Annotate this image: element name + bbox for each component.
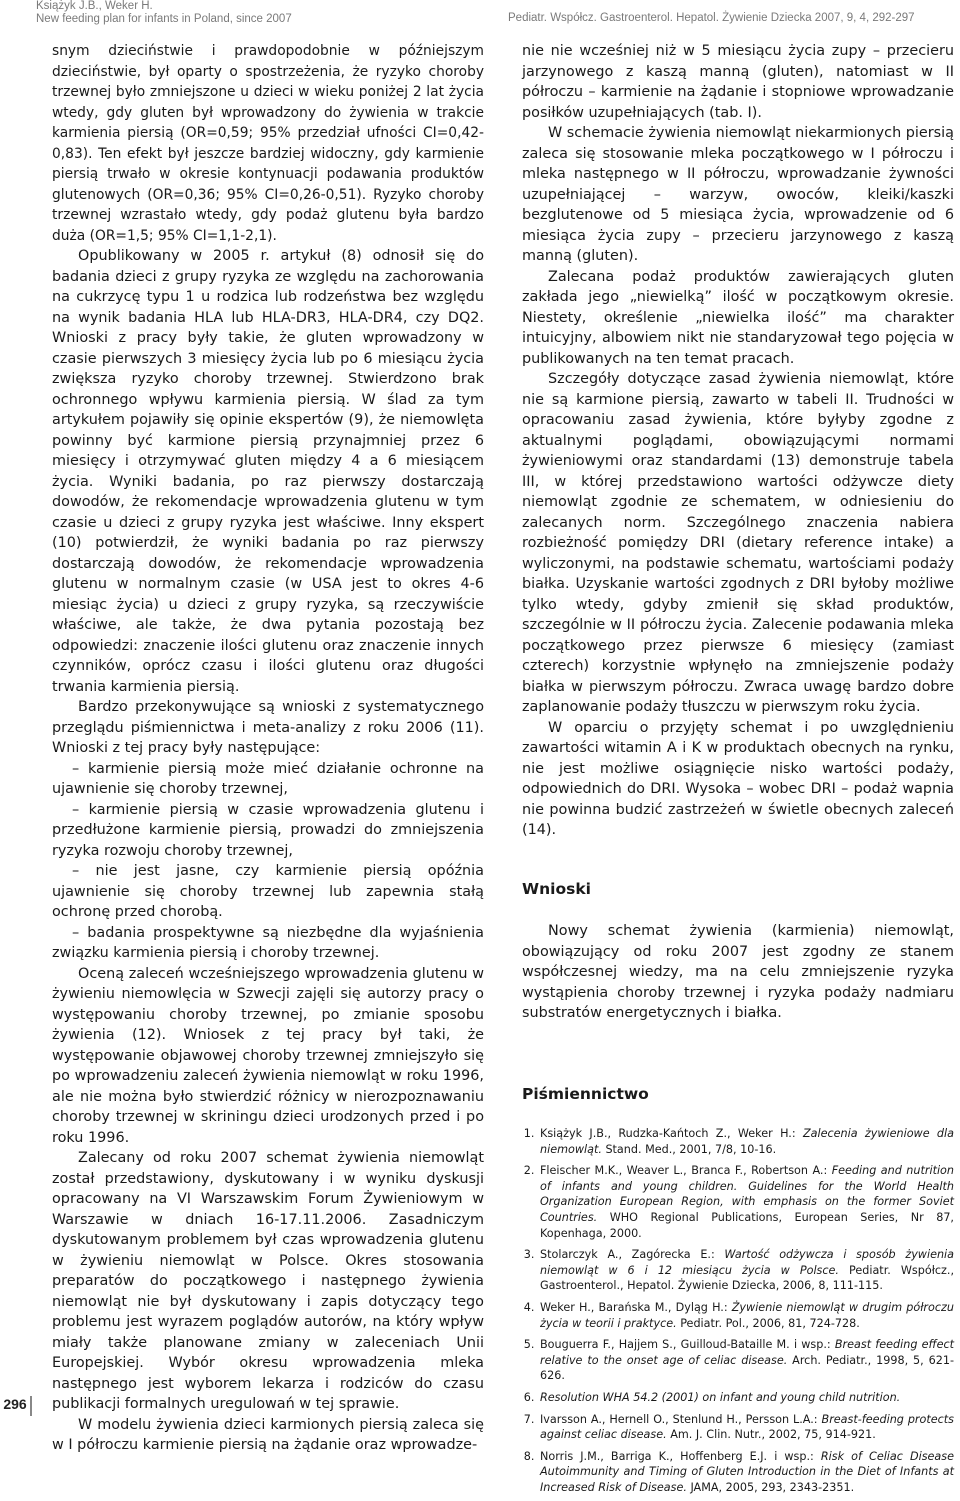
reference-title: Żywienie niemowląt w drugim półroczu życia w teorii i praktyce. (540, 1300, 954, 1330)
reference-item (538, 1390, 954, 1406)
left-paragraph: – karmienie piersią w czasie wprowadzenia glutenu i przedłużone karmienie piersią, prowadzi do zmniejszenia ryzyka rozwoju choroby trzewnej, (52, 801, 484, 859)
reference-rest: Am. J. Clin. Nutr., 2002, 75, 914-921. (666, 1428, 876, 1442)
reference-item (538, 1337, 954, 1384)
right-paragraph: W oparciu o przyjęty schemat i po uwzględnieniu zawartości witamin A i K w produktach obecnych na rynku, nie jest możliwe osiągnięcie nisko wartości podaży, odpowiednich do DRI. Wysoka – wobec DRI – podaż wapnia nie powinna budzić zastrzeżeń w świetle obecnych zaleceń (14). (522, 719, 954, 838)
reference-title: Feeding and nutrition of infants and young children. Guidelines for the World Health Organization European Region, with emphasis on the former Soviet Countries. (540, 1164, 954, 1224)
header-journal: Pediatr. Współcz. Gastroenterol. Hepatol. Żywienie Dziecka 2007, 9, 4, 292-297 (508, 12, 915, 24)
left-paragraph: – karmienie piersią może mieć działanie ochronne na ujawnienie się choroby trzewnej, (52, 760, 484, 797)
running-header (0, 0, 960, 30)
references-heading: Piśmiennictwo (522, 1084, 649, 1103)
references-list (522, 1126, 954, 1495)
reference-authors: Ivarsson A., Hernell O., Stenlund H., Persson L.A.: (540, 1412, 822, 1426)
reference-item (538, 1163, 954, 1241)
right-paragraph: W schemacie żywienia niemowląt niekarmionych piersią zaleca się stosowanie mleka początkowego w I półroczu i mleka następnego w II półroczu, wprowadzanie żywności uzupełniającej – warzyw, owoców, kleiki/kaszki bezglutenowe od 5 miesiąca życia, wprowadzenie od 6 miesiąca życia zupy – przecieru jarzynowego z kaszą manną (gluten). (522, 125, 954, 264)
right-paragraph: Szczegóły dotyczące zasad żywienia niemowląt, które nie są karmione piersią, zawarto w tabeli II. Trudności w opracowaniu zasad żywienia, które byłyby zgodne z aktualnymi poglądami, obowiązującymi normami żywieniowymi oraz standardami (13) demonstruje tabela III, w której przedstawiono wartości odżywcze diety niemowląt zgodnie ze schematem, w odniesieniu do zalecanych norm. Szczególnego znaczenia nabiera rozbieżność pomiędzy DRI (dietary reference intake) a wyliczonymi, na podstawie schematu, wartościami podaży białka. Uzyskanie wartości zgodnych z DRI byłoby możliwe tylko wtedy, gdyby zmienił się skład produktów, szczególnie w II półroczu życia. Zalecenie podawania mleka początkowego przez pierwsze 6 miesięcy (zamiast czterech) korzystnie wpłynęło na zmniejszenie podaży białka w pierwszym półroczu. Zwraca uwagę bardzo dobre zaplanowanie podaży tłuszczu w pierwszym roku życia. (522, 371, 954, 715)
right-paragraph: Zalecana podaż produktów zawierających gluten zakłada jego „niewielką” ilość w początkowym okresie. Niestety, określenie „niewielka ilość” ma charakter intuicyjny, albowiem nikt nie standaryzował tego pojęcia w publikowanych na ten temat pracach. (522, 268, 954, 367)
header-running-title: New feeding plan for infants in Poland, since 2007 (36, 12, 292, 25)
conclusions-paragraph: Nowy schemat żywienia (karmienia) niemowląt, obowiązujący od roku 2007 jest zgodny ze stanem współczesnej wiedzy, ma na celu zmniejszenie ryzyka wystąpienia choroby trzewnej i ryzyka podaży nadmiaru substratów energetycznych i białka. (522, 923, 954, 1021)
reference-rest: Arch. Pediatr., 1998, 5, 621-626. (540, 1353, 955, 1383)
left-paragraph: Oceną zaleceń wcześniejszego wprowadzenia glutenu w żywieniu niemowlęcia w Szwecji zajęli się autorzy pracy o występowaniu choroby trzewnej, po zmianie sposobu żywienia (12). Wniosek z tej pracy był taki, że występowanie objawowej choroby trzewnej zmniejszyło się po wprowadzeniu zaleceń żywienia niemowląt w roku 1996, ale nie można było stwierdzić różnicy w nierozpoznawaniu choroby trzewnej w skriningu dzieci urodzonych przed i po roku 1996. (52, 965, 484, 1146)
left-paragraph: Opublikowany w 2005 r. artykuł (8) odnosił się do badania dzieci z grupy ryzyka ze względu na zachorowania na cukrzycę typu 1 u rodzica lub rodzeństwa bez względu na wynik badania HLA lub HLA-DR3, HLA-DR4, czy DQ2. Wnioski z pracy były takie, że gluten wprowadzony w czasie pierwszych 3 miesięcy życia lub po 6 miesiącu życia zwiększa ryzyko choroby trzewnej. Stwierdzono brak ochronnego wpływu karmienia piersią. W ślad za tym artykułem pojawiły się opinie ekspertów (9), że niemowlęta powinny być karmione piersią przynajmniej przez 6 miesięcy i otrzymywać gluten między 4 a 6 miesiącem życia. Wyniki badania, po raz pierwszy dostarczają dowodów, że rekomendacje wprowadzenia glutenu w tym czasie u dzieci z grupy ryzyka jest właściwe. Inny ekspert (10) potwierdził, że wyniki badania po raz pierwszy dostarczają dowodów, że rekomendacje wprowadzenia glutenu w normalnym czasie (w USA jest to okres 4-6 miesiąc życia) u dzieci z grupy ryzyka, są rzeczywiście właściwe, ale także, że dwa pytania pozostają bez odpowiedzi: znaczenie ilości glutenu oraz znaczenie innych czynników, oprócz czasu i ilości glutenu oraz długości trwania karmienia piersią. (52, 248, 484, 695)
reference-item (538, 1247, 954, 1294)
reference-item (538, 1126, 954, 1157)
reference-authors: Fleischer M.K., Weaver L., Branca F., Robertson A.: (540, 1164, 832, 1178)
left-paragraph: snym dzieciństwie i prawdopodobnie w późniejszym dzieciństwie, był oparty o spostrzeżenia, że ryzyko choroby trzewnej było zmniejszone u dzieci w wieku poniżej 2 lat życia wtedy, gdy gluten był wprowadzony do żywienia w trakcie karmienia piersią (OR=0,59; 95% przedział ufności CI=0,42-0,83). Ten efekt był jeszcze bardziej widoczny, gdy karmienie piersią trwało w okresie kontynuacji podawania produktów glutenowych (OR=0,36; 95% CI=0,26-0,51). Ryzyko choroby trzewnej wzrastało wtedy, gdy podaż glutenu była bardzo duża (OR=1,5; 95% CI=1,1-2,1). (52, 43, 484, 244)
reference-title: Breast feeding effect relative to the onset age of celiac disease. (540, 1338, 954, 1367)
reference-authors: Norris J.M., Barriga K., Hoffenberg E.J. i wsp.: (540, 1449, 821, 1463)
reference-title: Zalecenia żywieniowe dla niemowląt. (540, 1127, 954, 1156)
page-number-rule (30, 1396, 32, 1416)
conclusions-heading: Wnioski (522, 879, 591, 898)
reference-title: Breast-feeding protects against celiac disease. (540, 1412, 954, 1442)
reference-item (538, 1300, 954, 1331)
left-paragraph: Zalecany od roku 2007 schemat żywienia niemowląt został przedstawiony, dyskutowany i w wyniku dyskusji opracowany na VI Warszawskim Forum Żywieniowym w Warszawie w dniach 16-17.11.2006. Zasadniczym dyskutowanym problemem był czas wprowadzenia glutenu w żywieniu niemowląt w Polsce. Okres stosowania preparatów do początkowego i następnego żywienia niemowląt nie był dyskutowany i zapis dotyczący tego problemu jest wyrazem poglądów autorów, na który wpływ miały także planowane zmiany w zaleceniach Unii Europejskiej. Wybór okresu wprowadzenia mleka następnego jest wyborem lekarza i rodziców do czasu publikacji formalnych uregulowań w tej sprawie. (52, 1150, 484, 1412)
reference-rest: WHO Regional Publications, European Series, Nr 87, Kopenhaga, 2000. (540, 1210, 954, 1240)
header-authors: Książyk J.B., Weker H. (36, 0, 153, 12)
reference-authors: Stolarczyk A., Zagórecka E.: (540, 1248, 725, 1262)
left-paragraph: Bardzo przekonywujące są wnioski z systematycznego przeglądu piśmiennictwa i meta-analizy z roku 2006 (11). Wnioski z tej pracy były następujące: (52, 699, 484, 756)
reference-rest: Stand. Med., 2001, 7/8, 10-16. (601, 1142, 777, 1156)
reference-authors: Bouguerra F., Hajjem S., Guilloud-Bataille M. i wsp.: (540, 1338, 835, 1352)
left-column (52, 41, 484, 1456)
reference-item (538, 1412, 954, 1443)
reference-title: Wartość odżywcza i sposób żywienia niemowląt w 6 i 12 miesiącu życia w Polsce. (540, 1248, 955, 1277)
left-paragraph: – nie jest jasne, czy karmienie piersią opóźnia ujawnienie się choroby trzewnej lub zapewnia stałą ochronę przed chorobą. (52, 863, 484, 920)
reference-title: Resolution WHA 54.2 (2001) on infant and young child nutrition. (540, 1390, 901, 1404)
reference-item (538, 1449, 954, 1496)
reference-rest: Pediatr. Współcz., Gastroenterol., Hepatol. Żywienie Dziecka, 2006, 8, 111-115. (540, 1263, 955, 1293)
right-column (522, 41, 954, 1501)
header-left (36, 0, 292, 25)
reference-authors: Książyk J.B., Rudzka-Kańtoch Z., Weker H.: (540, 1127, 803, 1140)
reference-rest: Pediatr. Pol., 2006, 81, 724-728. (676, 1316, 860, 1330)
right-paragraph: nie nie wcześniej niż w 5 miesiącu życia zupy – przecieru jarzynowego z kaszą manną (gluten), natomiast w II półroczu – karmienie na żądanie i stopniowe wprowadzanie posiłków uzupełniających (tab. I). (522, 43, 954, 121)
reference-authors: Weker H., Barańska M., Dyląg H.: (540, 1300, 732, 1314)
left-paragraph: W modelu żywienia dzieci karmionych piersią zaleca się w I półroczu karmienie piersią na żądanie oraz wprowadze- (52, 1416, 484, 1453)
right-column-body (522, 41, 954, 841)
reference-title: Risk of Celiac Disease Autoimmunity and Timing of Gluten Introduction in the Diet of Infants at Increased Risk of Disease. (540, 1449, 954, 1494)
left-paragraph: – badania prospektywne są niezbędne dla wyjaśnienia związku karmienia piersią i choroby trzewnej. (52, 924, 484, 961)
reference-rest: JAMA, 2005, 293, 2343-2351. (686, 1480, 855, 1494)
page-number: 296 (3, 1396, 27, 1412)
